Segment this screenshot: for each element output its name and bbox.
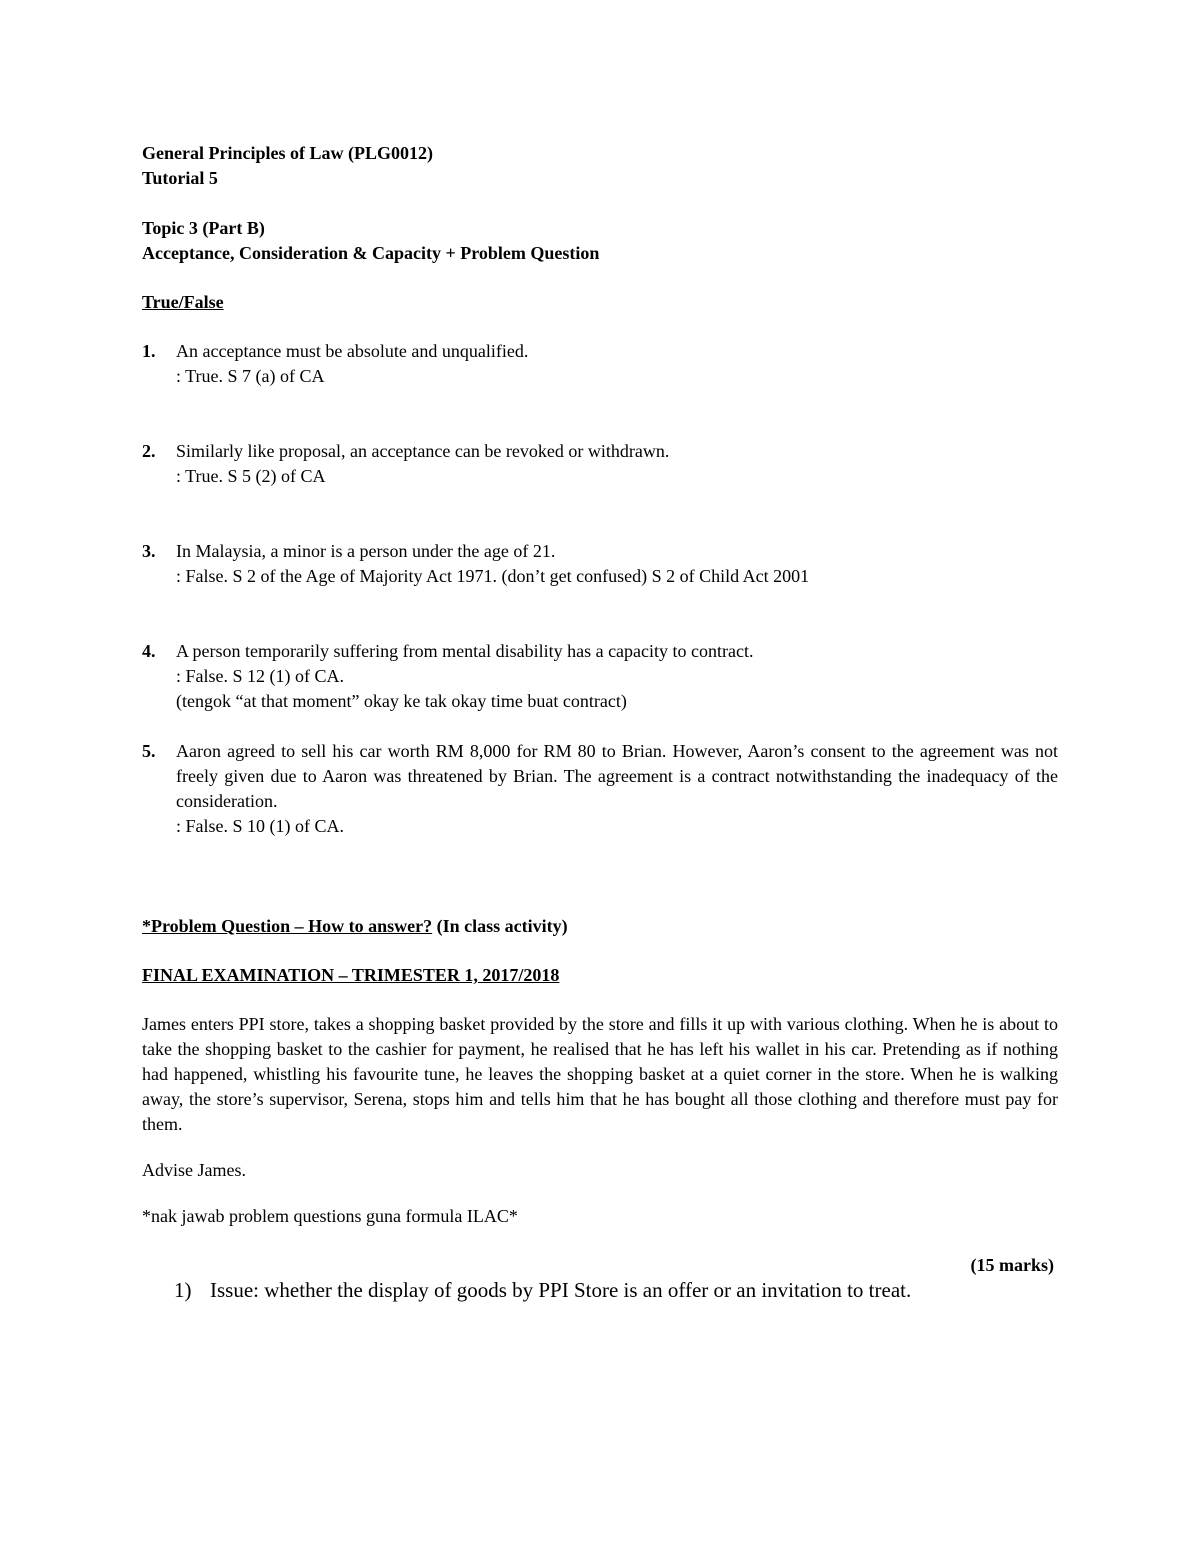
topic-title: Acceptance, Consideration & Capacity + Problem Question [142,243,600,263]
question-text: Aaron agreed to sell his car worth RM 8,000 for RM 80 to Brian. However, Aaron’s consent to the agreement was not freely given due to Aaron was threatened by Brian. The agreement is a contract notwithstanding the inadequacy of the consideration. [176,741,1058,811]
question-text: In Malaysia, a minor is a person under the age of 21. [176,541,556,561]
topic-label: Topic 3 (Part B) [142,218,265,238]
answer-text: : False. S 2 of the Age of Majority Act 1971. (don’t get confused) S 2 of Child Act 2001 [176,566,810,586]
issue-item [174,1278,1058,1303]
tutorial-label: Tutorial 5 [142,168,218,188]
question-number: 4. [142,641,156,661]
question-text: Similarly like proposal, an acceptance can be revoked or withdrawn. [176,441,670,461]
question-2 [142,439,1058,489]
true-false-heading: True/False [142,292,224,312]
course-title: General Principles of Law (PLG0012) [142,143,433,163]
scenario-paragraph: James enters PPI store, takes a shopping basket provided by the store and fills it up with various clothing. When he is about to take the shopping basket to the cashier for payment, he realised that he has left his wallet in his car. Pretending as if nothing had happened, whistling his favourite tune, he leaves the shopping basket at a quiet corner in the store. When he is walking away, the store’s supervisor, Serena, stops him and tells him that he has bought all those clothing and therefore must pay for them. [142,1014,1058,1134]
answer-text: : False. S 10 (1) of CA. [176,816,344,836]
question-text: An acceptance must be absolute and unqualified. [176,341,529,361]
problem-heading-rest: (In class activity) [432,916,568,936]
marks-label: (15 marks) [970,1255,1054,1275]
ilac-note: *nak jawab problem questions guna formula ILAC* [142,1206,518,1226]
answer-text: : True. S 5 (2) of CA [176,466,326,486]
question-3 [142,539,1058,589]
document-page [142,141,1058,1303]
answer-text: : True. S 7 (a) of CA [176,366,325,386]
instruction-text: Advise James. [142,1160,246,1180]
question-text: A person temporarily suffering from mental disability has a capacity to contract. [176,641,754,661]
problem-heading-underlined: *Problem Question – How to answer? [142,916,433,936]
answer-text: : False. S 12 (1) of CA. [176,666,344,686]
issue-number: 1) [174,1278,192,1302]
exam-heading: FINAL EXAMINATION – TRIMESTER 1, 2017/2018 [142,965,560,985]
question-number: 2. [142,441,156,461]
issue-text: Issue: whether the display of goods by PPI Store is an offer or an invitation to treat. [210,1278,912,1302]
question-4 [142,639,1058,714]
question-number: 1. [142,341,156,361]
question-5 [142,739,1058,839]
problem-question-heading [142,914,1058,939]
answer-note: (tengok “at that moment” okay ke tak okay time buat contract) [176,691,627,711]
question-number: 5. [142,741,156,761]
question-1 [142,339,1058,389]
question-number: 3. [142,541,156,561]
